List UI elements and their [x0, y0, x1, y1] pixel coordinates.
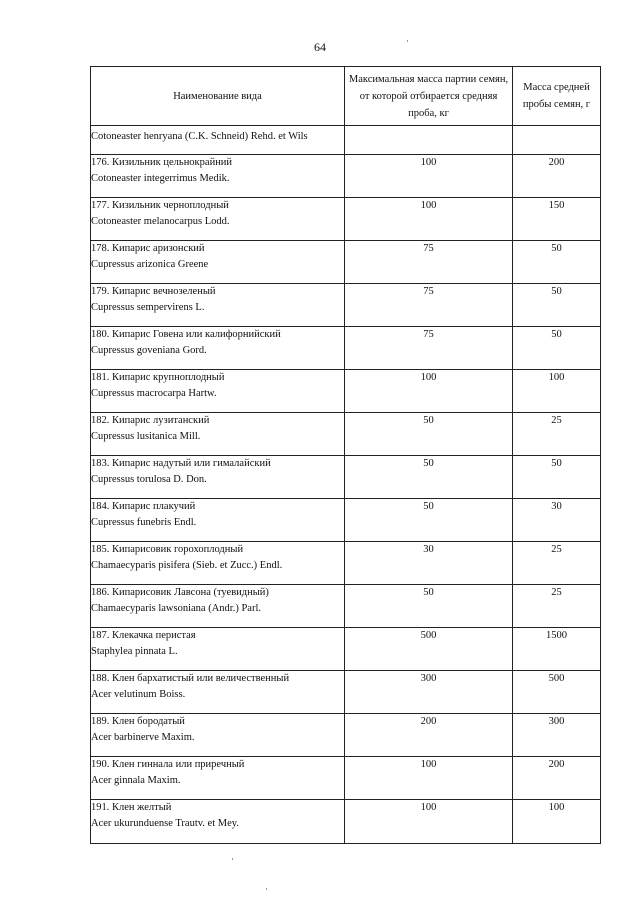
species-latin-name: Chamaecyparis lawsoniana (Andr.) Parl.	[91, 603, 261, 614]
species-name-cell: Cotoneaster henryana (C.K. Schneid) Rehd. et Wils	[91, 126, 345, 155]
species-name-cell	[91, 155, 345, 198]
species-latin-name: Cupressus macrocarpa Hartw.	[91, 388, 217, 399]
sample-mass-cell: 50	[513, 327, 601, 370]
sample-mass-cell: 500	[513, 671, 601, 714]
max-lot-mass-cell: 50	[345, 499, 513, 542]
species-russian-name: 187. Клекачка перистая	[91, 630, 196, 641]
species-name-cell	[91, 800, 345, 844]
max-lot-mass-cell: 100	[345, 757, 513, 800]
header-species-name: Наименование вида	[91, 67, 345, 126]
species-name-cell	[91, 585, 345, 628]
sample-mass-cell: 30	[513, 499, 601, 542]
table-row	[91, 628, 601, 671]
max-lot-mass-cell: 100	[345, 370, 513, 413]
species-latin-name: Cupressus lusitanica Mill.	[91, 431, 201, 442]
max-lot-mass-cell: 500	[345, 628, 513, 671]
table-row-continuation	[91, 126, 601, 155]
sample-mass-cell: 100	[513, 370, 601, 413]
table-row	[91, 800, 601, 844]
species-latin-name: Staphylea pinnata L.	[91, 646, 178, 657]
species-russian-name: 183. Кипарис надутый или гималайский	[91, 458, 271, 469]
table-row	[91, 757, 601, 800]
sample-mass-cell: 25	[513, 585, 601, 628]
sample-mass-cell: 25	[513, 413, 601, 456]
max-lot-mass-cell: 50	[345, 585, 513, 628]
species-russian-name: 182. Кипарис лузитанский	[91, 415, 210, 426]
table-row	[91, 155, 601, 198]
species-russian-name: 181. Кипарис крупноплодный	[91, 372, 225, 383]
species-latin-name: Cupressus sempervirens L.	[91, 302, 205, 313]
max-lot-mass-cell	[345, 126, 513, 155]
max-lot-mass-cell: 75	[345, 241, 513, 284]
species-latin-name: Acer ukurunduense Trautv. et Mey.	[91, 818, 239, 829]
species-russian-name: 185. Кипарисовик горохоплодный	[91, 544, 244, 555]
header-max-lot-mass: Максимальная масса партии семян, от которой отбирается средняя проба, кг	[345, 67, 513, 126]
header-sample-mass: Масса средней пробы семян, г	[513, 67, 601, 126]
table-header-row	[91, 67, 601, 126]
species-name-cell	[91, 413, 345, 456]
species-russian-name: 190. Клен гиннала или приречный	[91, 759, 245, 770]
table-row	[91, 198, 601, 241]
scan-speck	[407, 40, 408, 42]
species-name-cell	[91, 499, 345, 542]
seed-sampling-table	[90, 66, 601, 844]
species-latin-name: Acer ginnala Maxim.	[91, 775, 181, 786]
species-latin-name: Cupressus arizonica Greene	[91, 259, 209, 270]
species-latin-name: Cotoneaster integerrimus Medik.	[91, 173, 230, 184]
max-lot-mass-cell: 75	[345, 327, 513, 370]
max-lot-mass-cell: 100	[345, 198, 513, 241]
species-name-cell	[91, 284, 345, 327]
table-row	[91, 241, 601, 284]
scan-speck	[266, 888, 267, 890]
species-name-cell	[91, 456, 345, 499]
species-russian-name: 186. Кипарисовик Лавсона (туевидный)	[91, 587, 269, 598]
sample-mass-cell: 50	[513, 456, 601, 499]
max-lot-mass-cell: 100	[345, 155, 513, 198]
sample-mass-cell: 200	[513, 155, 601, 198]
sample-mass-cell: 150	[513, 198, 601, 241]
table-row	[91, 284, 601, 327]
max-lot-mass-cell: 50	[345, 413, 513, 456]
species-name-cell	[91, 198, 345, 241]
sample-mass-cell: 100	[513, 800, 601, 844]
species-latin-name: Cotoneaster melanocarpus Lodd.	[91, 216, 230, 227]
page-number: 64	[314, 40, 326, 54]
max-lot-mass-cell: 300	[345, 671, 513, 714]
species-russian-name: 191. Клен желтый	[91, 802, 172, 813]
species-russian-name: 178. Кипарис аризонский	[91, 243, 205, 254]
table-row	[91, 542, 601, 585]
table-row	[91, 413, 601, 456]
sample-mass-cell: 50	[513, 241, 601, 284]
table-row	[91, 585, 601, 628]
table-row	[91, 671, 601, 714]
sample-mass-cell	[513, 126, 601, 155]
species-latin-name: Acer velutinum Boiss.	[91, 689, 186, 700]
species-russian-name: 177. Кизильник черноплодный	[91, 200, 229, 211]
species-name-cell	[91, 671, 345, 714]
species-russian-name: 188. Клен бархатистый или величественный	[91, 673, 290, 684]
table-row	[91, 499, 601, 542]
species-latin-name: Cupressus funebris Endl.	[91, 517, 197, 528]
species-latin-name: Cupressus goveniana Gord.	[91, 345, 207, 356]
species-russian-name: 189. Клен бородатый	[91, 716, 185, 727]
species-latin-name: Chamaecyparis pisifera (Sieb. et Zucc.) Endl.	[91, 560, 283, 571]
table-row	[91, 327, 601, 370]
species-russian-name: 179. Кипарис вечнозеленый	[91, 286, 216, 297]
table-body	[91, 126, 601, 844]
species-latin-name: Acer barbinerve Maxim.	[91, 732, 195, 743]
species-russian-name: 180. Кипарис Говена или калифорнийский	[91, 329, 281, 340]
species-name-cell	[91, 241, 345, 284]
table-row	[91, 456, 601, 499]
max-lot-mass-cell: 50	[345, 456, 513, 499]
species-name-cell	[91, 714, 345, 757]
sample-mass-cell: 1500	[513, 628, 601, 671]
species-name-cell	[91, 757, 345, 800]
species-name-cell	[91, 327, 345, 370]
scan-speck	[232, 858, 233, 860]
max-lot-mass-cell: 30	[345, 542, 513, 585]
species-russian-name: 176. Кизильник цельнокрайний	[91, 157, 233, 168]
species-name-cell	[91, 370, 345, 413]
species-russian-name: 184. Кипарис плакучий	[91, 501, 196, 512]
table-row	[91, 370, 601, 413]
max-lot-mass-cell: 75	[345, 284, 513, 327]
sample-mass-cell: 300	[513, 714, 601, 757]
species-name-cell	[91, 542, 345, 585]
sample-mass-cell: 50	[513, 284, 601, 327]
species-name-cell	[91, 628, 345, 671]
species-latin-name: Cupressus torulosa D. Don.	[91, 474, 207, 485]
max-lot-mass-cell: 100	[345, 800, 513, 844]
max-lot-mass-cell: 200	[345, 714, 513, 757]
sample-mass-cell: 200	[513, 757, 601, 800]
table-row	[91, 714, 601, 757]
sample-mass-cell: 25	[513, 542, 601, 585]
